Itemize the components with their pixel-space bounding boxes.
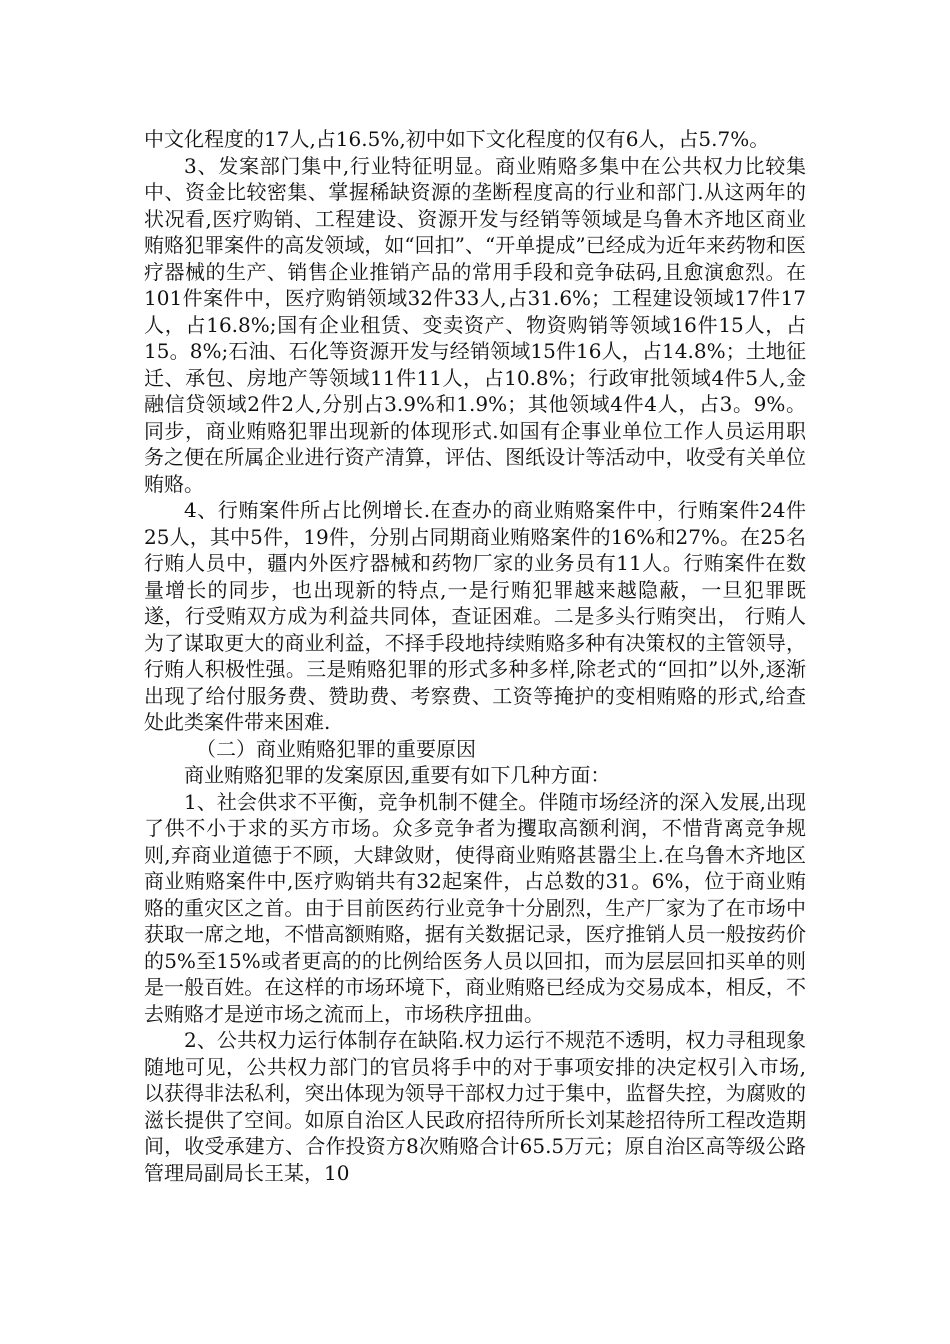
section-heading-main-causes: （二）商业贿赂犯罪的重要原因 xyxy=(196,736,476,761)
document-body xyxy=(144,126,806,1186)
paragraph-cause-1-supply-demand: 1、社会供求不平衡，竞争机制不健全。伴随市场经济的深入发展,出现了供不小于求的买方市场。众多竞争者为攫取高额利润，不惜背离竞争规则,弃商业道德于不顾，大肆敛财，使得商业贿赂甚嚣尘上.在乌鲁木齐地区商业贿赂案件中,医疗购销共有32起案件，占总数的31。6%，位于商业贿赂的重灾区之首。由于目前医药行业竞争十分剧烈，生产厂家为了在市场中获取一席之地，不惜高额贿赂，据有关数据记录，医疗推销人员一般按药价的5%至15%或者更高的的比例给医务人员以回扣，而为层层回扣买单的则是一般百姓。在这样的市场环境下，商业贿赂已经成为交易成本，相反，不去贿赂才是逆市场之流而上，市场秩序扭曲。 xyxy=(144,789,806,1026)
paragraph-education-stats: 中文化程度的17人,占16.5%,初中如下文化程度的仅有6人，占5.7%。 xyxy=(144,127,770,151)
paragraph-point-4-bribery-cases: 4、行贿案件所占比例增长.在查办的商业贿赂案件中，行贿案件24件25人，其中5件，19件，分别占同期商业贿赂案件的16%和27%。在25名行贿人员中，疆内外医疗器械和药物厂家的业务员有11人。行贿案件在数量增长的同步，也出现新的特点,一是行贿犯罪越来越隐蔽，一旦犯罪既遂，行受贿双方成为利益共同体，查证困难。二是多头行贿突出， 行贿人为了谋取更大的商业利益，不择手段地持续贿赂多种有决策权的主管领导，行贿人积极性强。三是贿赂犯罪的形式多种多样,除老式的“回扣”以外,逐渐出现了给付服务费、赞助费、考察费、工资等掩护的变相贿赂的形式,给查处此类案件带来困难. xyxy=(144,498,806,734)
paragraph-causes-intro: 商业贿赂犯罪的发案原因,重要有如下几种方面： xyxy=(184,763,611,787)
paragraph-cause-2-public-power: 2、公共权力运行体制存在缺陷.权力运行不规范不透明，权力寻租现象随地可见，公共权力部门的官员将手中的对于事项安排的决定权引入市场,以获得非法私利，突出体现为领导干部权力过于集中，监督失控，为腐败的滋长提供了空间。如原自治区人民政府招待所所长刘某趁招待所工程改造期间，收受承建方、合作投资方8次贿赂合计65.5万元；原自治区高等级公路管理局副局长王某，10 xyxy=(144,1028,806,1185)
paragraph-point-3-industry: 3、发案部门集中,行业特征明显。商业贿赂多集中在公共权力比较集中、资金比较密集、掌握稀缺资源的垄断程度高的行业和部门.从这两年的状况看,医疗购销、工程建设、资源开发与经销等领域是乌鲁木齐地区商业贿赂犯罪案件的高发领域，如“回扣”、“开单提成”已经成为近年来药物和医疗器械的生产、销售企业推销产品的常用手段和竞争砝码,且愈演愈烈。在101件案件中，医疗购销领域32件33人,占31.6%；工程建设领域17件17人，占16.8%;国有企业租赁、变卖资产、物资购销等领域16件15人，占15。8%;石油、石化等资源开发与经销领域15件16人，占14.8%；土地征迁、承包、房地产等领域11件11人，占10.8%；行政审批领域4件5人,金融信贷领域2件2人,分别占3.9%和1.9%；其他领域4件4人，占3。9%。同步，商业贿赂犯罪出现新的体现形式.如国有企事业单位工作人员运用职务之便在所属企业进行资产清算，评估、图纸设计等活动中，收受有关单位贿赂。 xyxy=(144,153,806,496)
